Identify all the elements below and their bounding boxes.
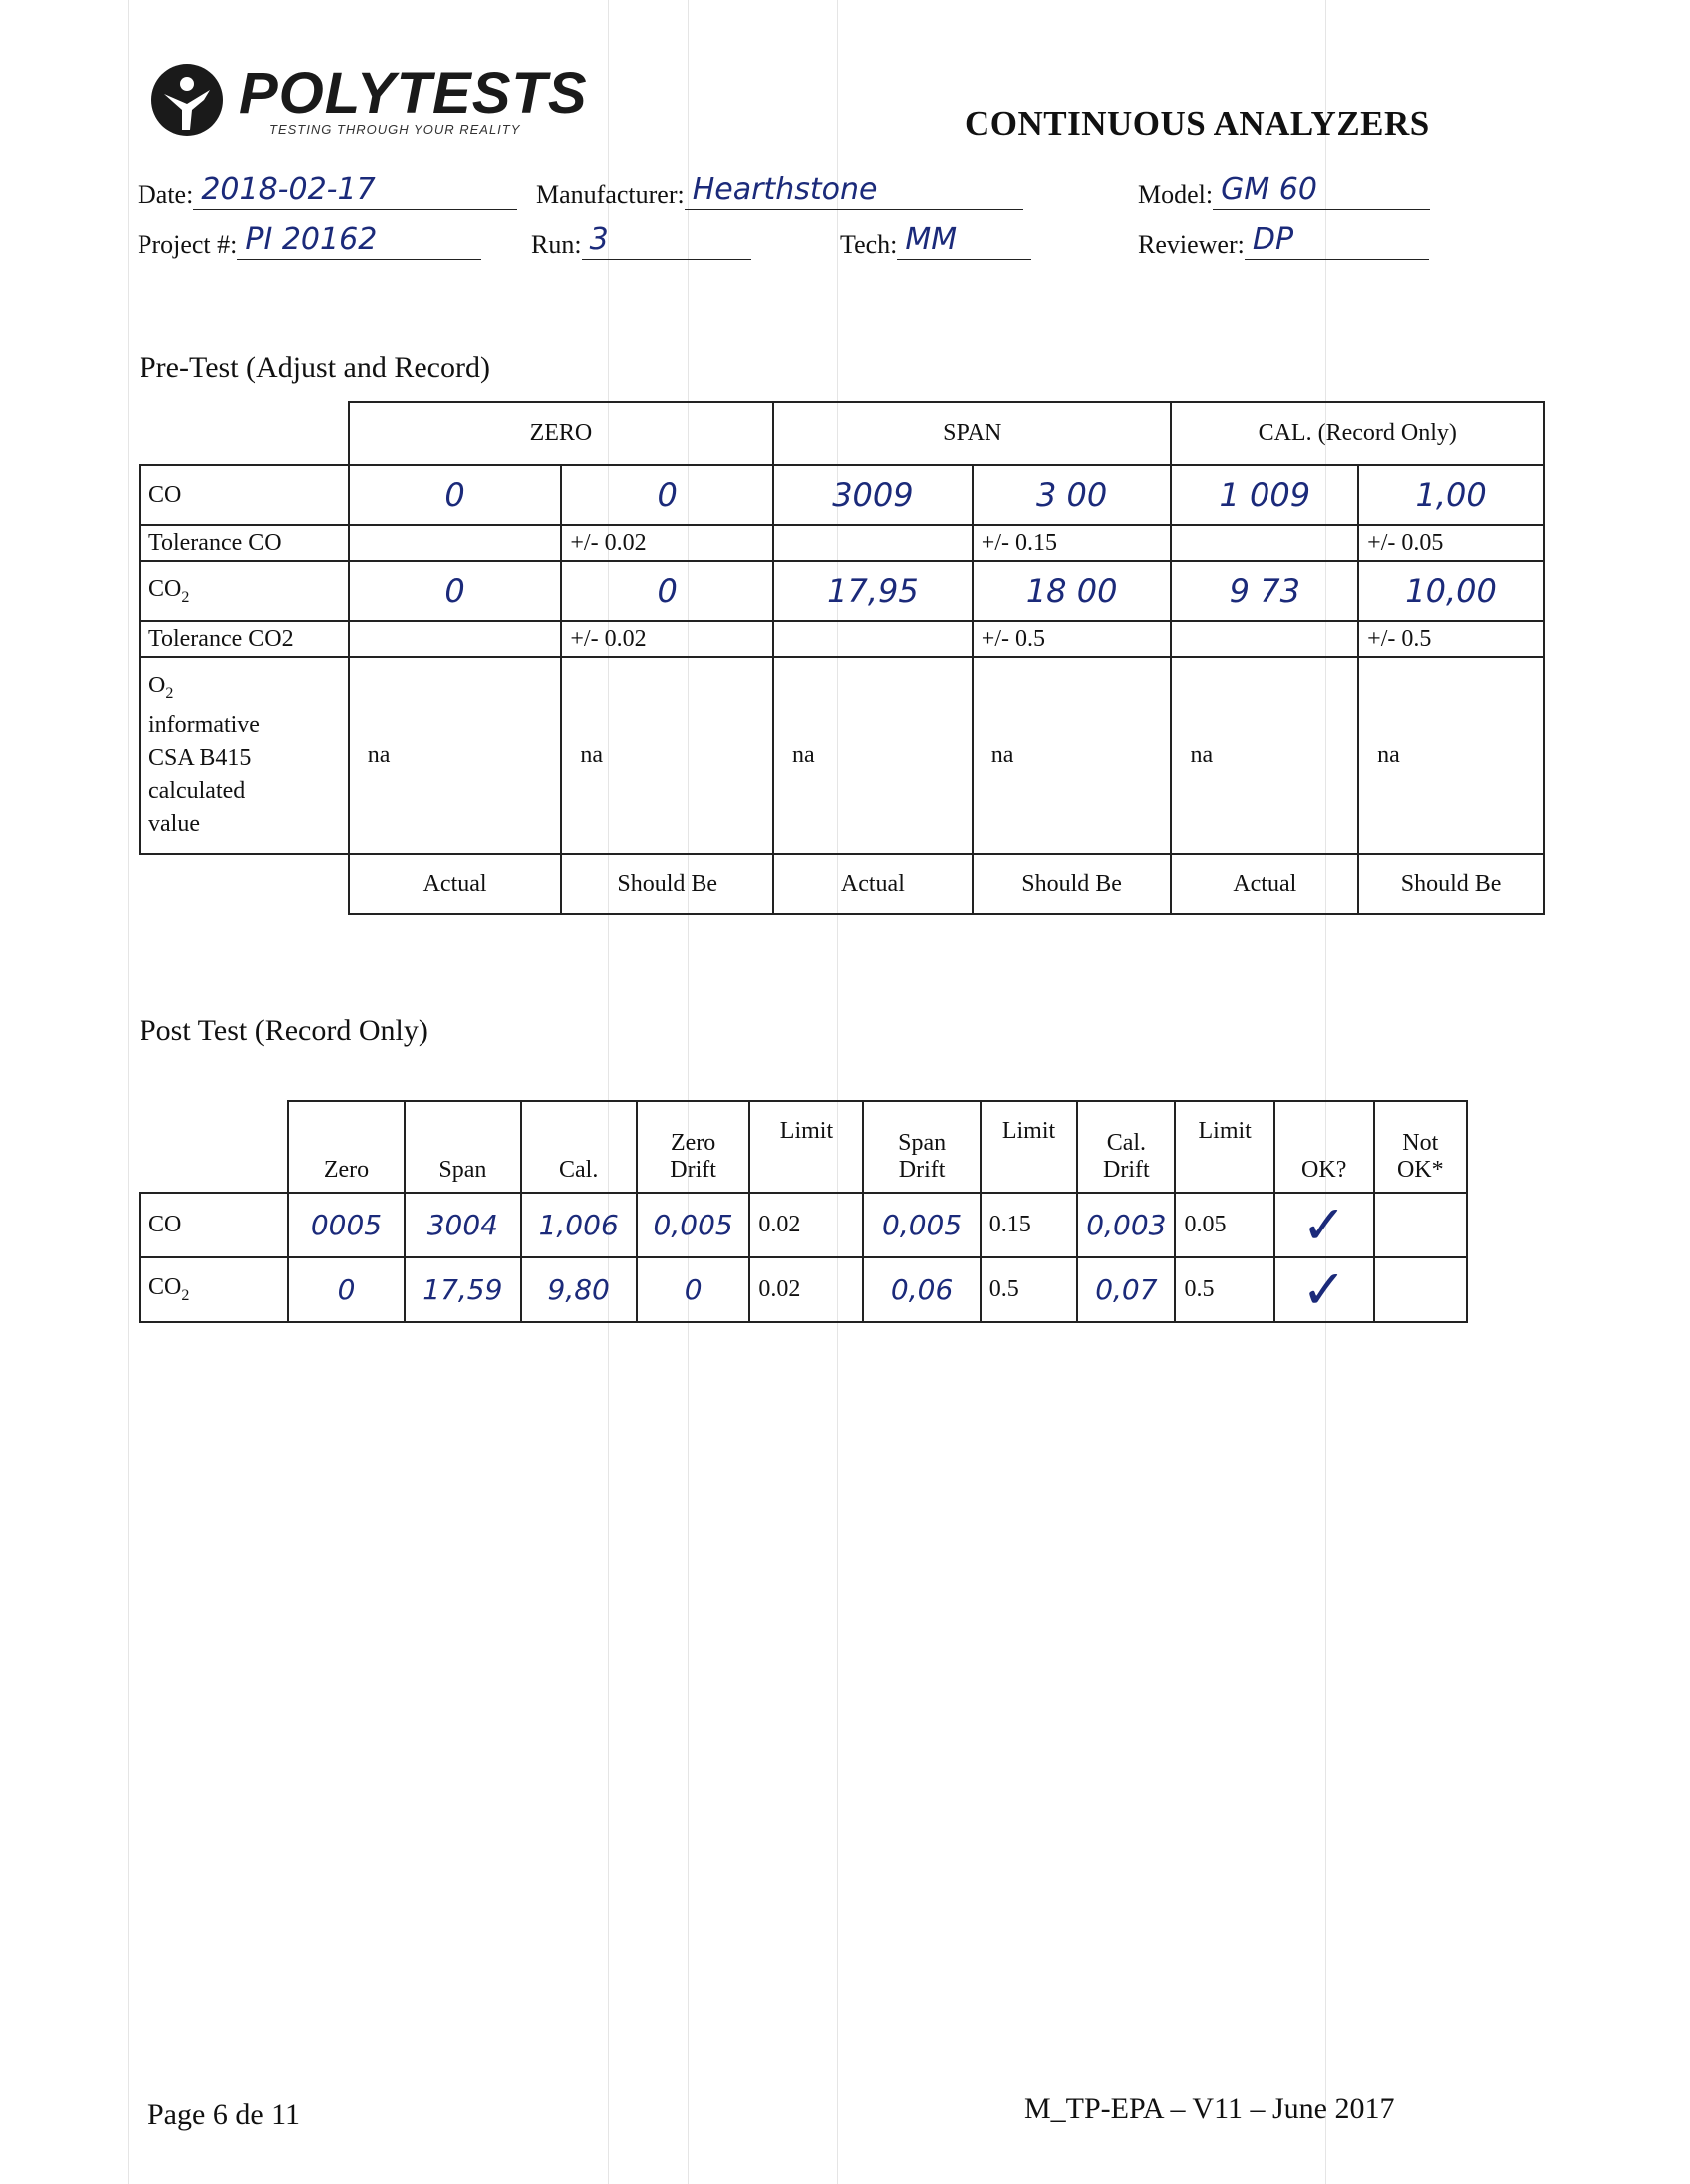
cell: na <box>1358 657 1544 854</box>
document-id: M_TP-EPA – V11 – June 2017 <box>1024 2092 1395 2125</box>
cell: 10,00 <box>1358 561 1544 621</box>
cell: +/- 0.02 <box>561 621 773 657</box>
row-label: $CO_2$ <box>140 561 349 621</box>
project-label: Project #: <box>138 230 238 259</box>
cell <box>349 525 562 561</box>
logo-tagline: TESTING THROUGH YOUR REALITY <box>269 122 521 136</box>
row-label: Tolerance CO2 <box>140 621 349 657</box>
pretest-row-tolerance-co2 <box>140 621 1544 657</box>
col-header: Cal. <box>521 1101 637 1193</box>
cell: 17,59 <box>405 1257 520 1322</box>
posttest-table <box>139 1100 1468 1323</box>
cell: 1,00 <box>1358 465 1544 525</box>
cell <box>773 621 973 657</box>
col-footer: Should Be <box>561 854 773 914</box>
cell <box>1374 1193 1467 1257</box>
cell: 0.5 <box>1175 1257 1273 1322</box>
pretest-group-header <box>140 402 1544 465</box>
col-header: Limit <box>981 1101 1078 1193</box>
cell: 18 00 <box>973 561 1172 621</box>
row-label: $CO_2$ <box>140 1257 288 1322</box>
ok-checkmark-icon: ✓ <box>1274 1257 1374 1322</box>
logo-text: POLYTESTS <box>239 61 588 126</box>
col-header: Limit <box>1175 1101 1273 1193</box>
cell: 9 73 <box>1171 561 1358 621</box>
scan-artifact <box>608 0 609 2184</box>
cell: 0 <box>349 465 562 525</box>
col-header: Zero <box>288 1101 405 1193</box>
cell: 0.15 <box>981 1193 1078 1257</box>
model-label: Model: <box>1138 180 1214 209</box>
cell <box>1171 621 1358 657</box>
group-zero: ZERO <box>349 402 773 465</box>
col-header: Not OK* <box>1374 1101 1467 1193</box>
manufacturer-field <box>536 172 1023 210</box>
cell: 0 <box>561 465 773 525</box>
posttest-row-co2 <box>140 1257 1467 1322</box>
cell: 1 009 <box>1171 465 1358 525</box>
cell: na <box>561 657 773 854</box>
cell: 17,95 <box>773 561 973 621</box>
date-field <box>138 172 517 210</box>
scan-artifact <box>1325 0 1326 2184</box>
scan-artifact <box>837 0 838 2184</box>
ok-checkmark-icon: ✓ <box>1274 1193 1374 1257</box>
group-cal: CAL. (Record Only) <box>1171 402 1544 465</box>
cell: na <box>973 657 1172 854</box>
row-label: CO <box>140 1193 288 1257</box>
tech-value: MM <box>905 222 958 257</box>
manufacturer-value: Hearthstone <box>692 172 878 207</box>
cell: na <box>773 657 973 854</box>
cell <box>1374 1257 1467 1322</box>
cell <box>1171 525 1358 561</box>
pretest-footer-row <box>140 854 1544 914</box>
cell: 0 <box>288 1257 405 1322</box>
col-header: Limit <box>749 1101 863 1193</box>
tech-label: Tech: <box>840 230 898 259</box>
cell: 0,003 <box>1077 1193 1175 1257</box>
cell: +/- 0.02 <box>561 525 773 561</box>
cell: 0.5 <box>981 1257 1078 1322</box>
cell: 0.02 <box>749 1257 863 1322</box>
pretest-title: Pre-Test (Adjust and Record) <box>140 351 490 384</box>
cell: +/- 0.15 <box>973 525 1172 561</box>
date-value: 2018-02-17 <box>201 172 376 207</box>
scan-artifact <box>688 0 689 2184</box>
project-field <box>138 222 481 260</box>
col-footer: Actual <box>349 854 562 914</box>
cell <box>349 621 562 657</box>
reviewer-value: DP <box>1252 222 1294 257</box>
pretest-table <box>139 401 1545 915</box>
reviewer-label: Reviewer: <box>1138 230 1245 259</box>
cell: 3 00 <box>973 465 1172 525</box>
cell: 9,80 <box>521 1257 637 1322</box>
cell: na <box>349 657 562 854</box>
col-footer: Actual <box>1171 854 1358 914</box>
row-label: Tolerance CO <box>140 525 349 561</box>
run-value: 3 <box>589 222 609 257</box>
logo-emblem-icon <box>144 60 230 139</box>
pretest-row-o2 <box>140 657 1544 854</box>
run-label: Run: <box>531 230 582 259</box>
col-header: Cal. Drift <box>1077 1101 1175 1193</box>
cell: na <box>1171 657 1358 854</box>
col-header: Span Drift <box>863 1101 980 1193</box>
col-header: Span <box>405 1101 520 1193</box>
polytests-logo <box>144 60 588 139</box>
cell: 0 <box>637 1257 750 1322</box>
row-label: CO <box>140 465 349 525</box>
manufacturer-label: Manufacturer: <box>536 180 685 209</box>
cell: +/- 0.5 <box>1358 621 1544 657</box>
col-footer: Actual <box>773 854 973 914</box>
cell: 0 <box>561 561 773 621</box>
col-header: OK? <box>1274 1101 1374 1193</box>
cell: 3009 <box>773 465 973 525</box>
row-label-o2: $O_2$ informative CSA B415 calculated value <box>140 657 349 854</box>
pretest-row-co <box>140 465 1544 525</box>
cell <box>773 525 973 561</box>
posttest-title: Post Test (Record Only) <box>140 1014 428 1047</box>
reviewer-field <box>1138 222 1429 260</box>
pretest-row-co2 <box>140 561 1544 621</box>
col-footer: Should Be <box>1358 854 1544 914</box>
cell: 0 <box>349 561 562 621</box>
cell: 0,06 <box>863 1257 980 1322</box>
cell: 0,07 <box>1077 1257 1175 1322</box>
group-span: SPAN <box>773 402 1171 465</box>
pretest-row-tolerance-co <box>140 525 1544 561</box>
cell: 1,006 <box>521 1193 637 1257</box>
cell: +/- 0.05 <box>1358 525 1544 561</box>
cell: 0.05 <box>1175 1193 1273 1257</box>
cell: 0,005 <box>637 1193 750 1257</box>
project-value: PI 20162 <box>245 222 378 257</box>
col-header: Zero Drift <box>637 1101 750 1193</box>
cell: 3004 <box>405 1193 520 1257</box>
cell: 0,005 <box>863 1193 980 1257</box>
posttest-row-co <box>140 1193 1467 1257</box>
posttest-header-row <box>140 1101 1467 1193</box>
model-value: GM 60 <box>1221 172 1317 207</box>
date-label: Date: <box>138 180 194 209</box>
cell: +/- 0.5 <box>973 621 1172 657</box>
page-number: Page 6 de 11 <box>147 2098 301 2131</box>
tech-field <box>840 222 1031 260</box>
model-field <box>1138 172 1430 210</box>
run-field <box>531 222 751 260</box>
scan-artifact <box>128 0 129 2184</box>
col-footer: Should Be <box>973 854 1172 914</box>
cell: 0005 <box>288 1193 405 1257</box>
document-title: CONTINUOUS ANALYZERS <box>965 104 1430 142</box>
cell: 0.02 <box>749 1193 863 1257</box>
